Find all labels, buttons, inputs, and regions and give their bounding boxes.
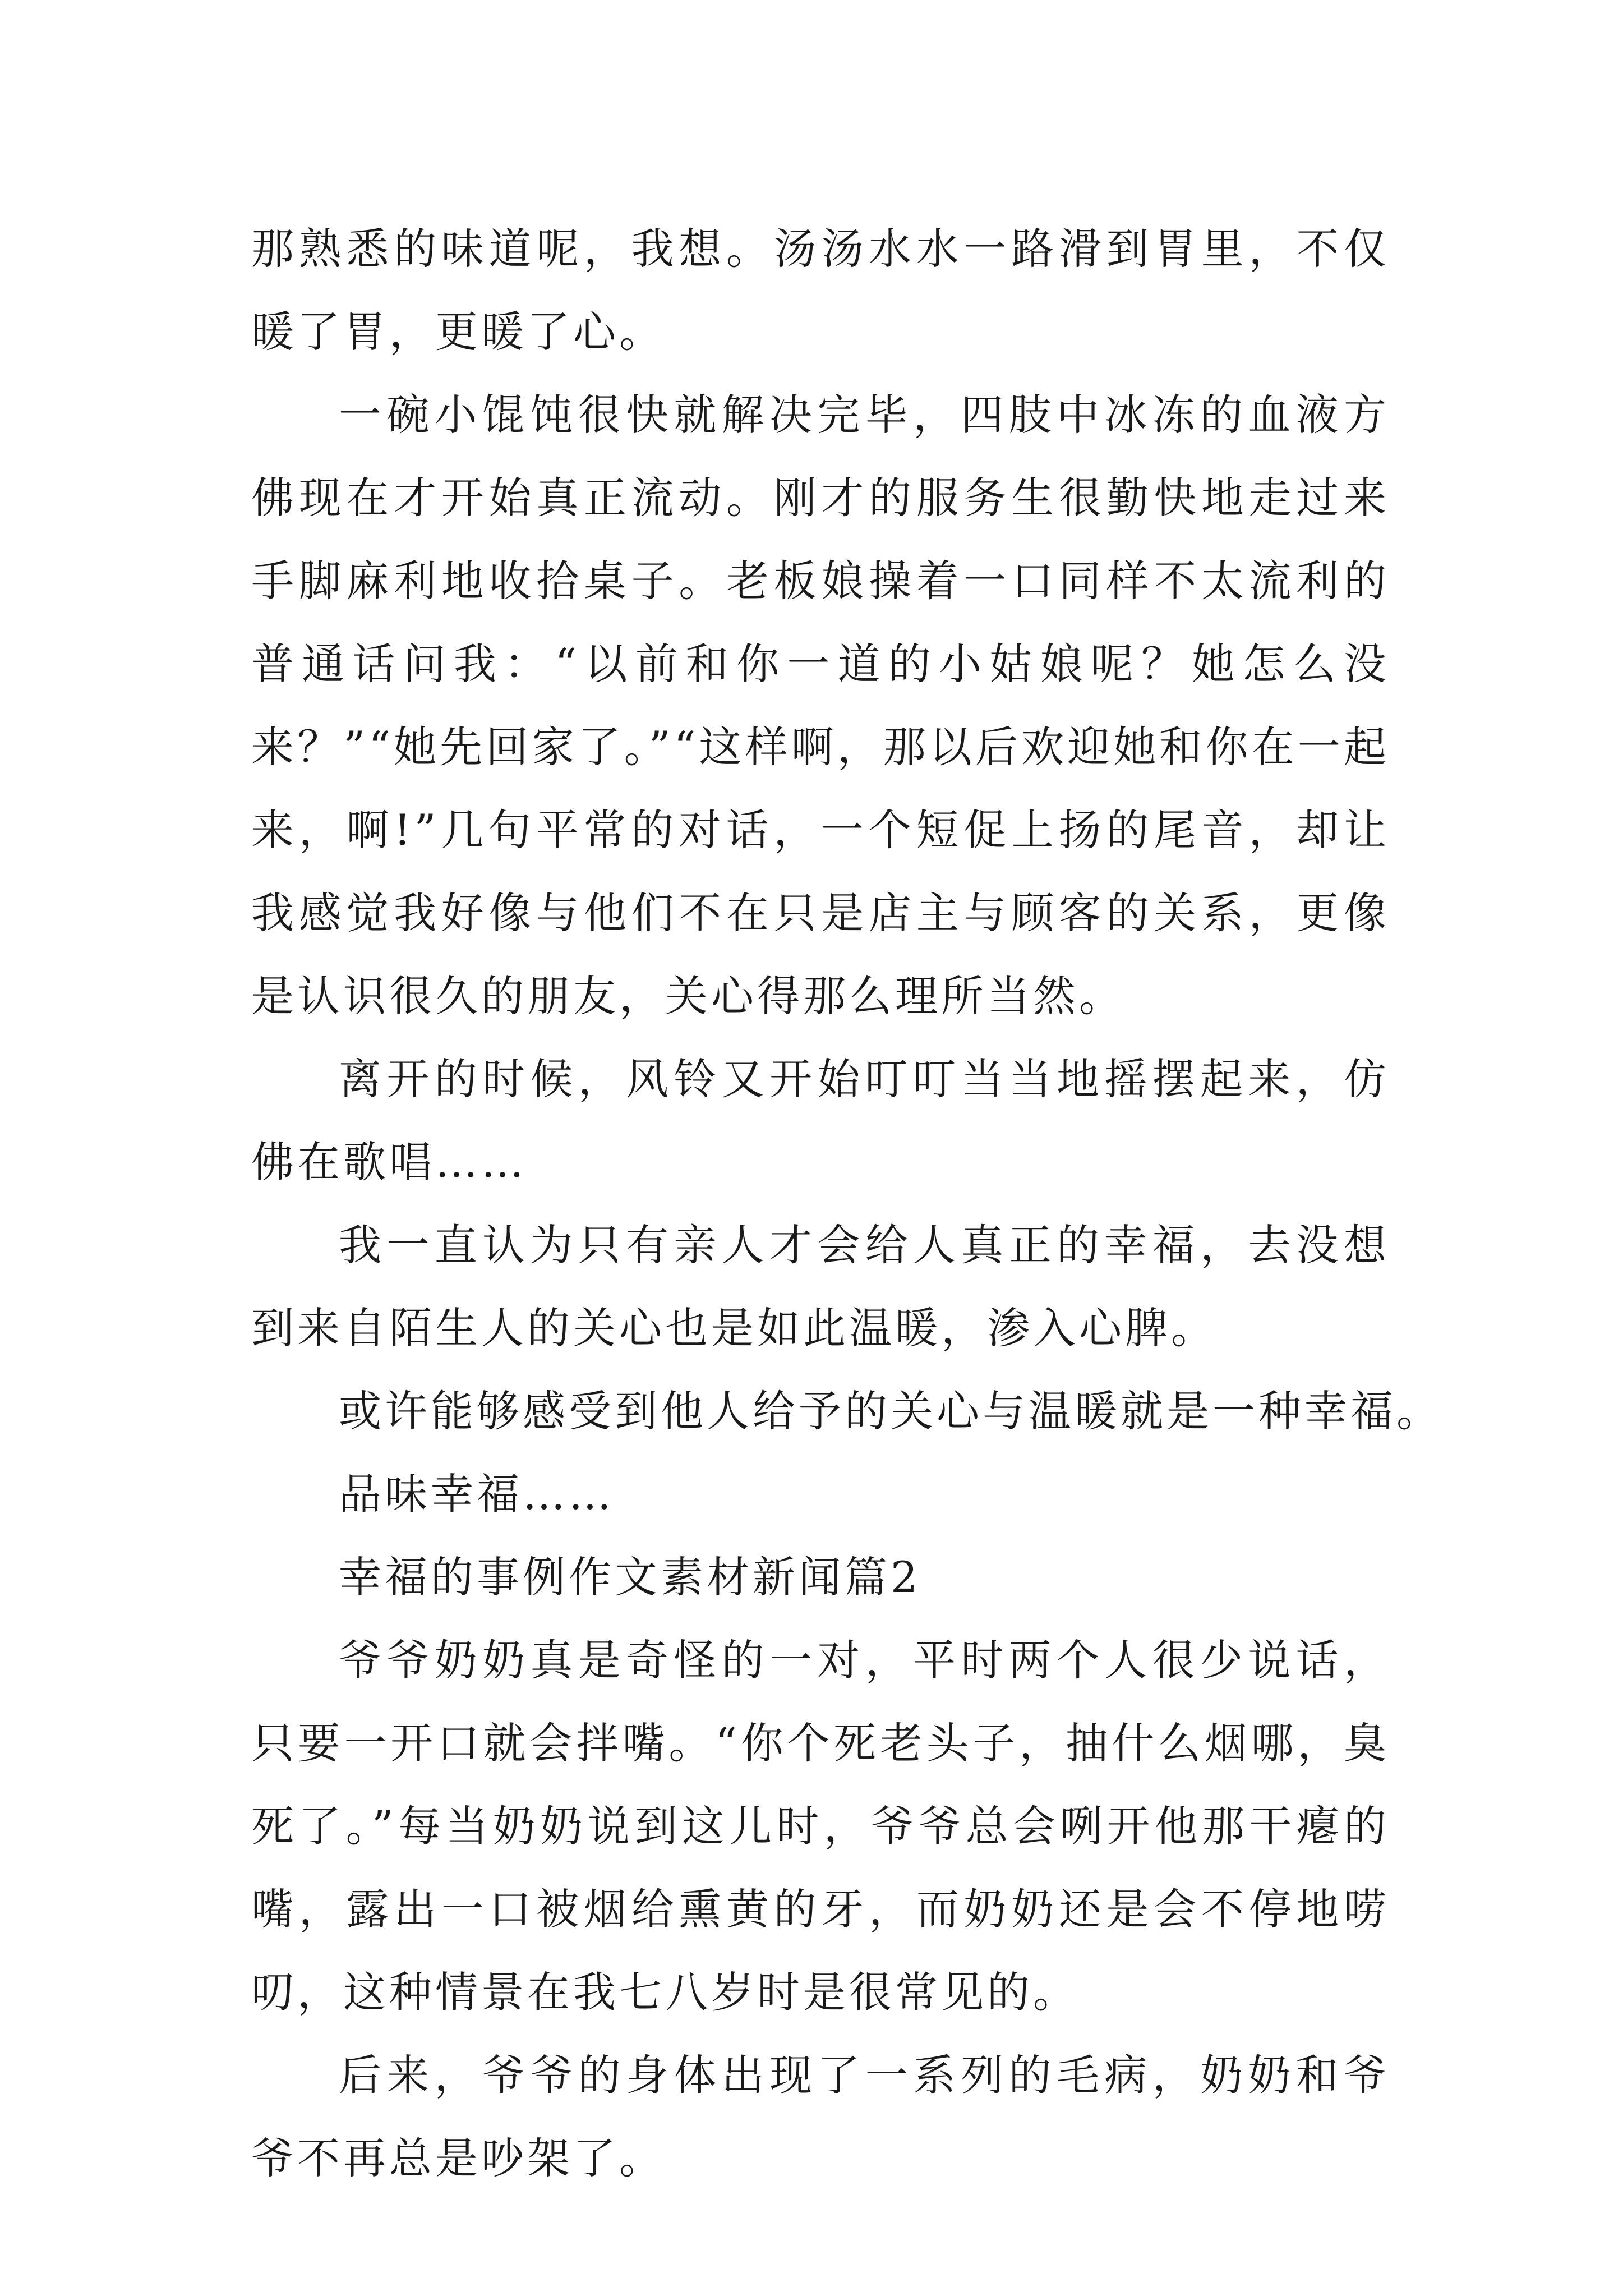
paragraph-5: 或许能够感受到他人给予的关心与温暖就是一种幸福。 (339, 1386, 1442, 1436)
paragraph-8: 后来，爷爷的身体出现了一系列的毛病，奶奶和爷爷不再总是吵架了。 (251, 2050, 1390, 2183)
paragraph-7: 爷爷奶奶真是奇怪的一对，平时两个人很少说话，只要一开口就会拌嘴。“你个死老头子，抽什么烟哪，臭死了。”每当奶奶说到这儿时，爷爷总会咧开他那干瘪的嘴，露出一口被烟给熏黄的牙，而奶奶还是会不停地唠叨，这种情景在我七八岁时是很常见的。 (251, 1635, 1390, 2017)
paragraph-1: 那熟悉的味道呢，我想。汤汤水水一路滑到胃里，不仅暖了胃，更暖了心。 (251, 224, 1390, 357)
document-body (251, 208, 1442, 2200)
section-heading: 幸福的事例作文素材新闻篇2 (339, 1552, 921, 1602)
paragraph-3: 离开的时候，风铃又开始叮叮当当地摇摆起来，仿佛在歌唱…… (251, 1054, 1390, 1187)
paragraph-4: 我一直认为只有亲人才会给人真正的幸福，去没想到来自陌生人的关心也是如此温暖，渗入心脾。 (251, 1220, 1390, 1353)
paragraph-2: 一碗小馄饨很快就解决完毕，四肢中冰冻的血液方佛现在才开始真正流动。刚才的服务生很勤快地走过来手脚麻利地收拾桌子。老板娘操着一口同样不太流利的普通话问我：“以前和你一道的小姑娘呢？她怎么没来？”“她先回家了。”“这样啊，那以后欢迎她和你在一起来，啊!”几句平常的对话，一个短促上扬的尾音，却让我感觉我好像与他们不在只是店主与顾客的关系，更像是认识很久的朋友，关心得那么理所当然。 (251, 390, 1390, 1021)
paragraph-6: 品味幸福…… (339, 1469, 615, 1519)
